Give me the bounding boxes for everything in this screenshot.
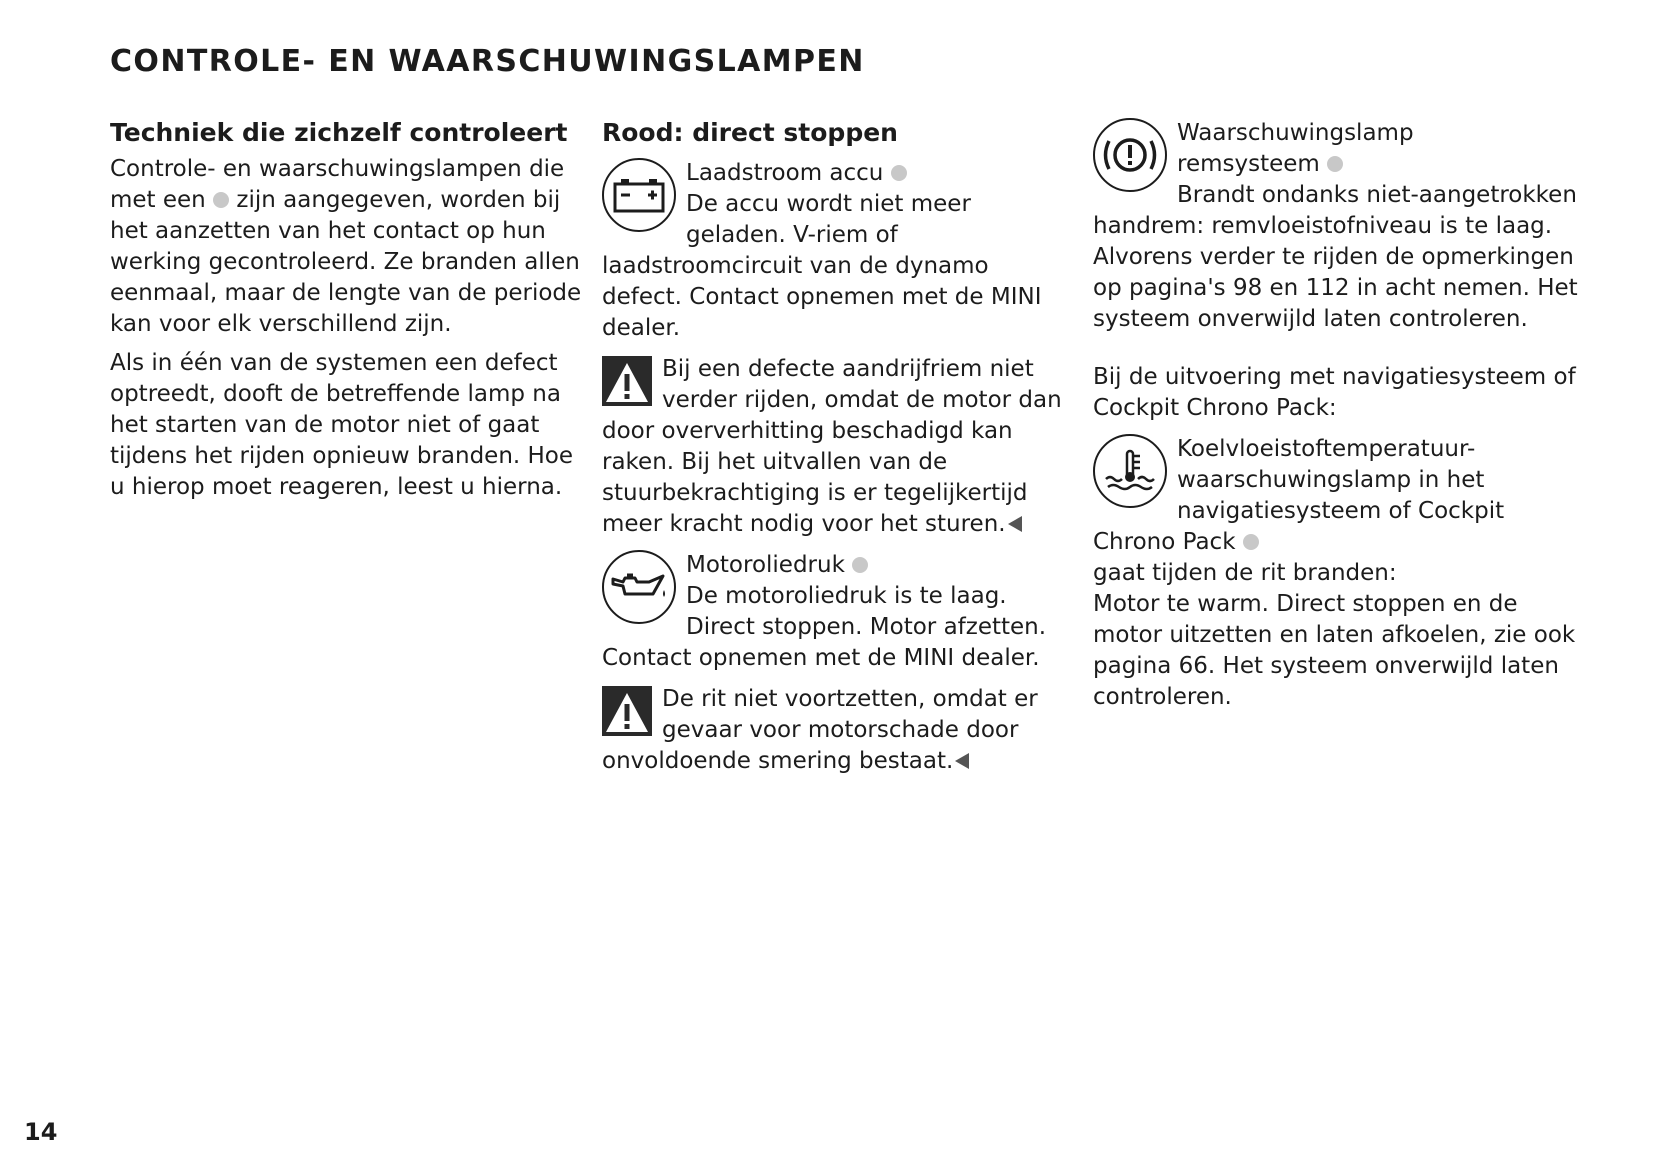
status-dot-icon [213,192,229,208]
warning-triangle-icon [602,356,652,406]
coolant-entry [1093,434,1583,713]
brake-entry [1093,118,1583,335]
battery-title: Laadstroom accu [686,160,884,186]
coolant-title: Koelvloeistoftemperatuur-waarschuwingslamp in het navigatiesysteem of Cockpit Chrono Pack [1093,436,1505,555]
nav-intro: Bij de uitvoering met navigatiesysteem of Cockpit Chrono Pack: [1093,364,1576,421]
section-heading-red-stop: Rood: direct stoppen [602,118,898,147]
intro-paragraph [110,154,582,340]
coolant-cont: gaat tijden de rit branden: [1093,560,1397,586]
column-intro [110,118,582,503]
brake-title-2: remsysteem [1177,151,1320,177]
column-red-stop [602,118,1074,777]
oil-can-icon [602,550,676,624]
status-dot-icon [1327,156,1343,172]
page-title: CONTROLE- EN WAARSCHUWINGSLAMPEN [110,44,865,79]
oil-text: De motoroliedruk is te laag. Direct stoppen. Motor afzetten. Contact opnemen met de MINI dealer. [602,583,1047,671]
warning-triangle-icon [602,686,652,736]
battery-icon [602,158,676,232]
battery-text: De accu wordt niet meer geladen. V-riem of laadstroomcircuit van de dynamo defect. Contact opnemen met de MINI dealer. [602,191,1042,341]
oil-title: Motoroliedruk [686,552,845,578]
coolant-temperature-icon [1093,434,1167,508]
intro-text-b: zijn aangegeven, worden bij het aanzetten van het contact op hun werking gecontroleerd. Ze branden allen eenmaal, maar de lengte van de periode kan voor elk verschillend zijn. [110,187,582,337]
warning-oil-entry [602,684,1074,777]
warning-belt-entry [602,354,1074,540]
column-brake-coolant [1093,118,1583,713]
warning-oil-text: De rit niet voortzetten, omdat er gevaar voor motorschade door onvoldoende smering bestaat. [602,686,1038,774]
status-dot-icon [891,165,907,181]
page-number: 14 [24,1118,58,1146]
defect-paragraph: Als in één van de systemen een defect optreedt, dooft de betreffende lamp na het starten van de motor niet of gaat tijdens het rijden opnieuw branden. Hoe u hierop moet reageren, leest u hierna. [110,350,574,500]
coolant-text: Motor te warm. Direct stoppen en de motor uitzetten en laten afkoelen, zie ook pagina 66. Het systeem onverwijld laten controleren. [1093,591,1576,710]
section-end-icon [1008,516,1022,532]
section-end-icon [955,753,969,769]
section-heading-self-check: Techniek die zichzelf controleert [110,118,568,147]
intro-text-a: Controle- en waarschuwingslampen die met een [110,156,565,213]
brake-title-1: Waarschuwingslamp [1177,120,1414,146]
status-dot-icon [852,557,868,573]
brake-warning-icon [1093,118,1167,192]
oil-entry [602,550,1074,674]
battery-entry [602,158,1074,344]
brake-text: Brandt ondanks niet-aangetrokken handrem: remvloeistofniveau is te laag. Alvorens verder te rijden de opmerkingen op pagina's 98 en 112 in acht nemen. Het systeem onverwijld laten controleren. [1093,182,1578,332]
warning-belt-text: Bij een defecte aandrijfriem niet verder rijden, omdat de motor dan door oververhitting beschadigd kan raken. Bij het uitvallen van de stuurbekrachtiging is er tegelijkertijd meer kracht nodig voor het sturen. [602,356,1062,537]
status-dot-icon [1243,534,1259,550]
